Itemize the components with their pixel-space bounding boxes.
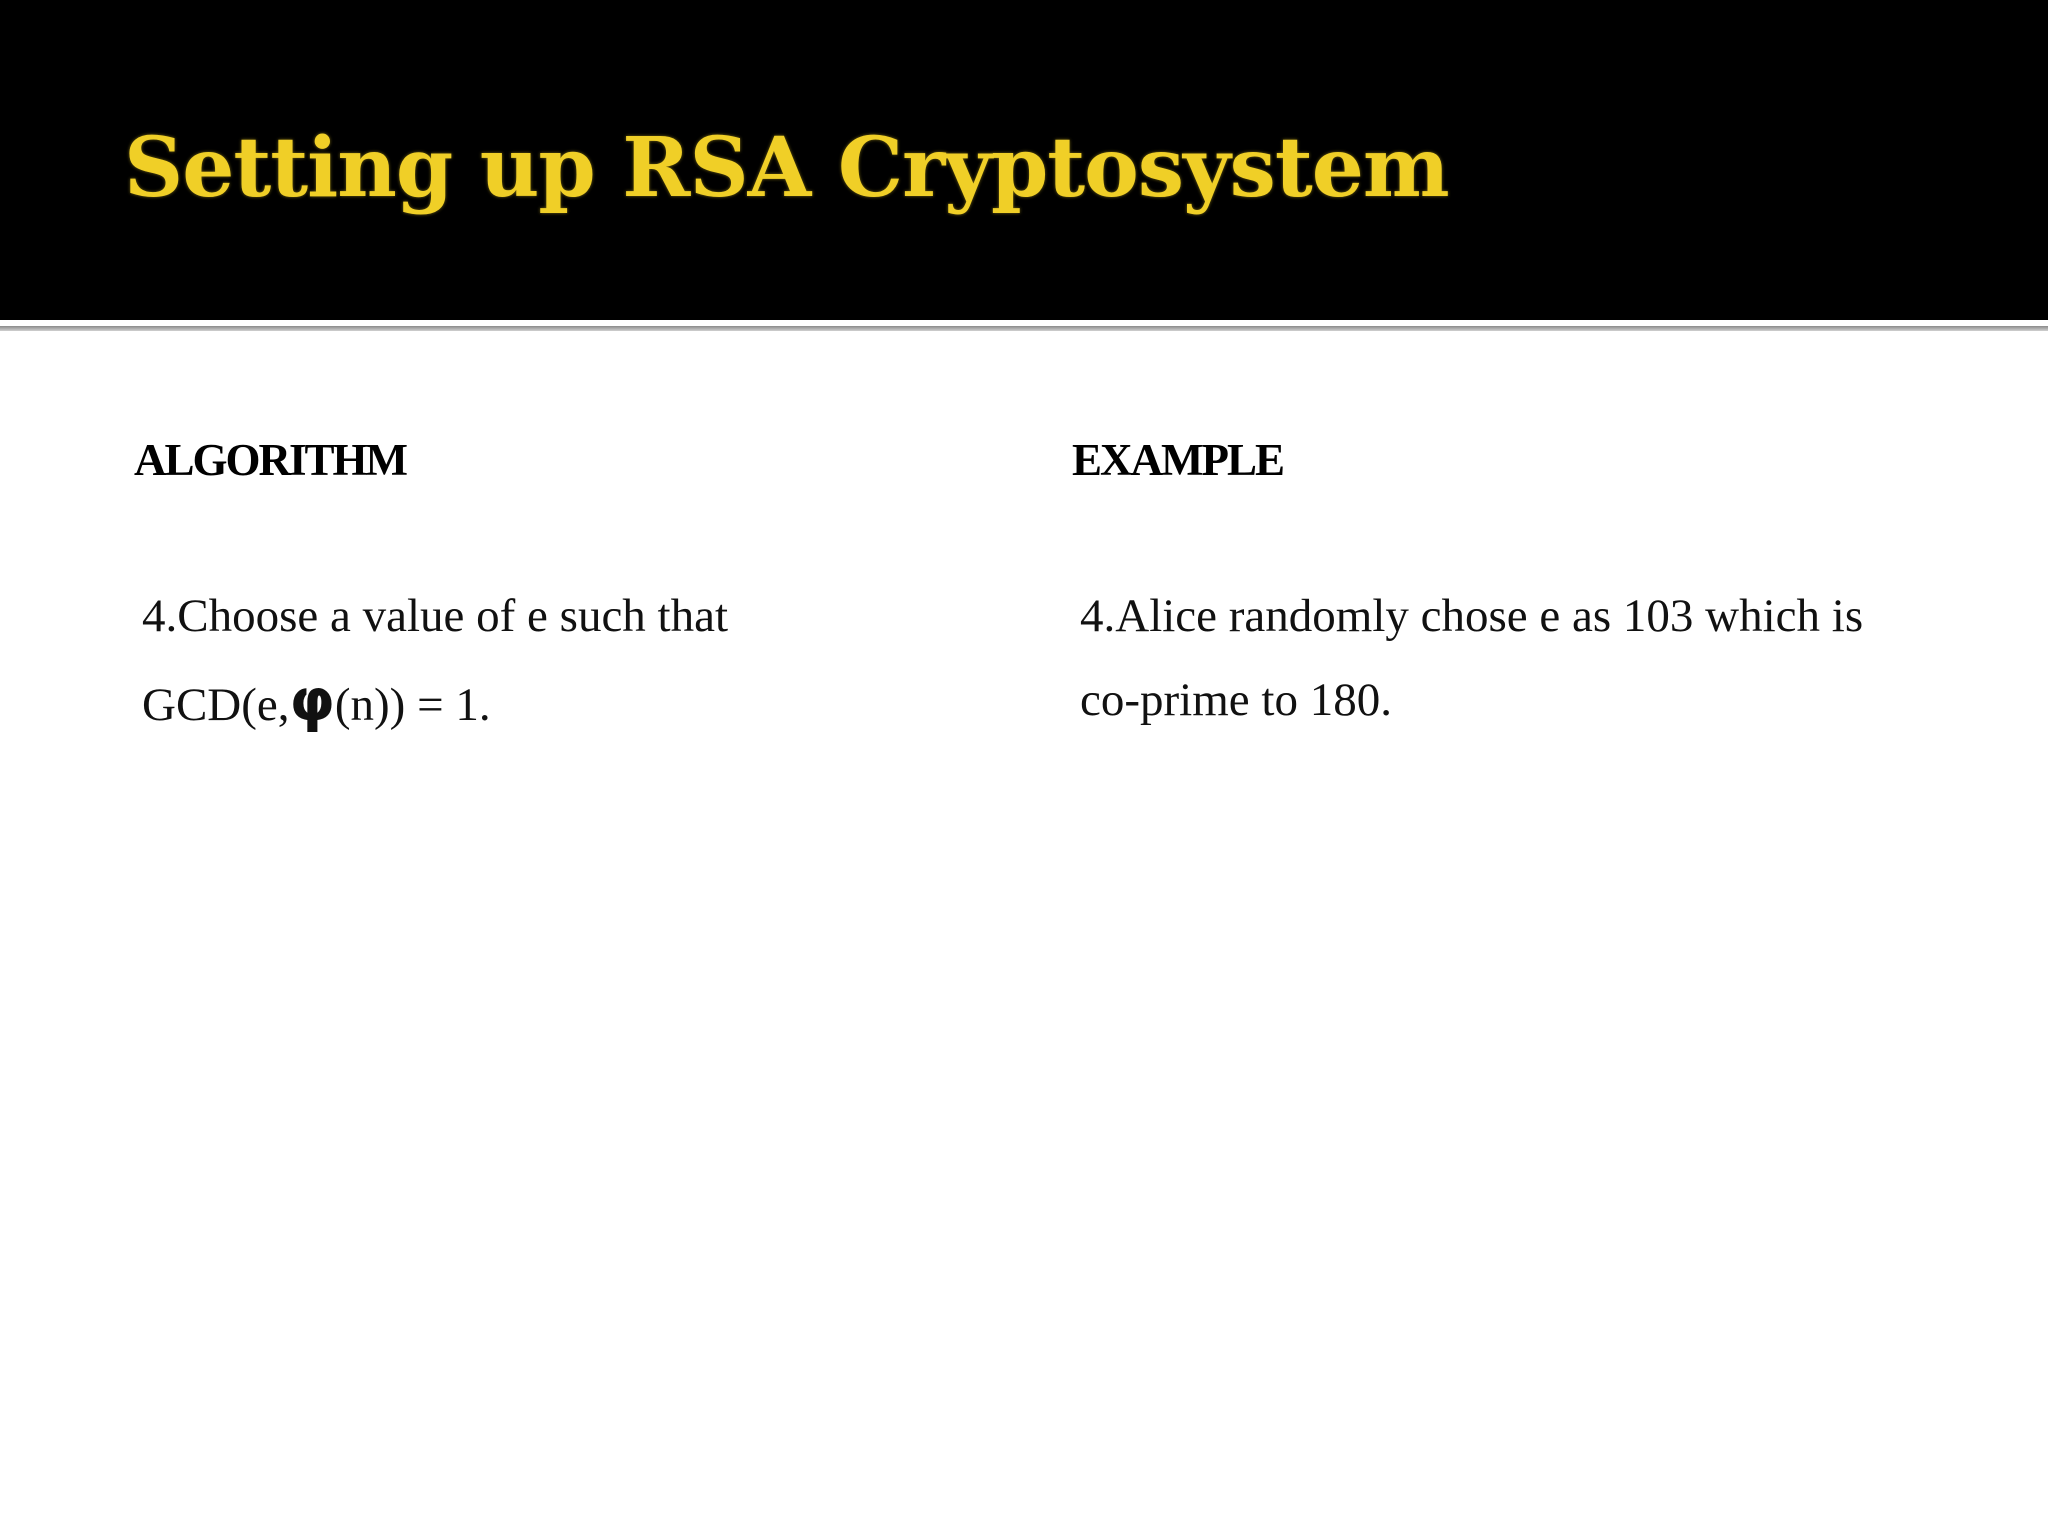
example-heading: EXAMPLE bbox=[1072, 435, 1283, 485]
algorithm-step-line-1: 4.Choose a value of e such that bbox=[142, 590, 729, 642]
example-step-text bbox=[1080, 574, 1940, 742]
algorithm-step-text bbox=[142, 574, 1002, 747]
header-divider-grey bbox=[0, 326, 2048, 331]
gcd-prefix: GCD(e, bbox=[142, 679, 290, 731]
gcd-suffix: (n)) = 1. bbox=[334, 679, 491, 731]
algorithm-step-line-2 bbox=[142, 658, 1002, 747]
example-step-line-1: 4.Alice randomly chose e as 103 which is bbox=[1080, 590, 1864, 642]
slide-title: Setting up RSA Cryptosystem bbox=[124, 120, 1449, 216]
algorithm-heading: ALGORITHM bbox=[134, 435, 407, 485]
slide-header bbox=[0, 0, 2048, 320]
example-step-line-2: co-prime to 180. bbox=[1080, 674, 1392, 726]
phi-symbol: φ bbox=[289, 666, 335, 734]
example-column bbox=[1072, 430, 1932, 726]
algorithm-column bbox=[134, 430, 994, 734]
